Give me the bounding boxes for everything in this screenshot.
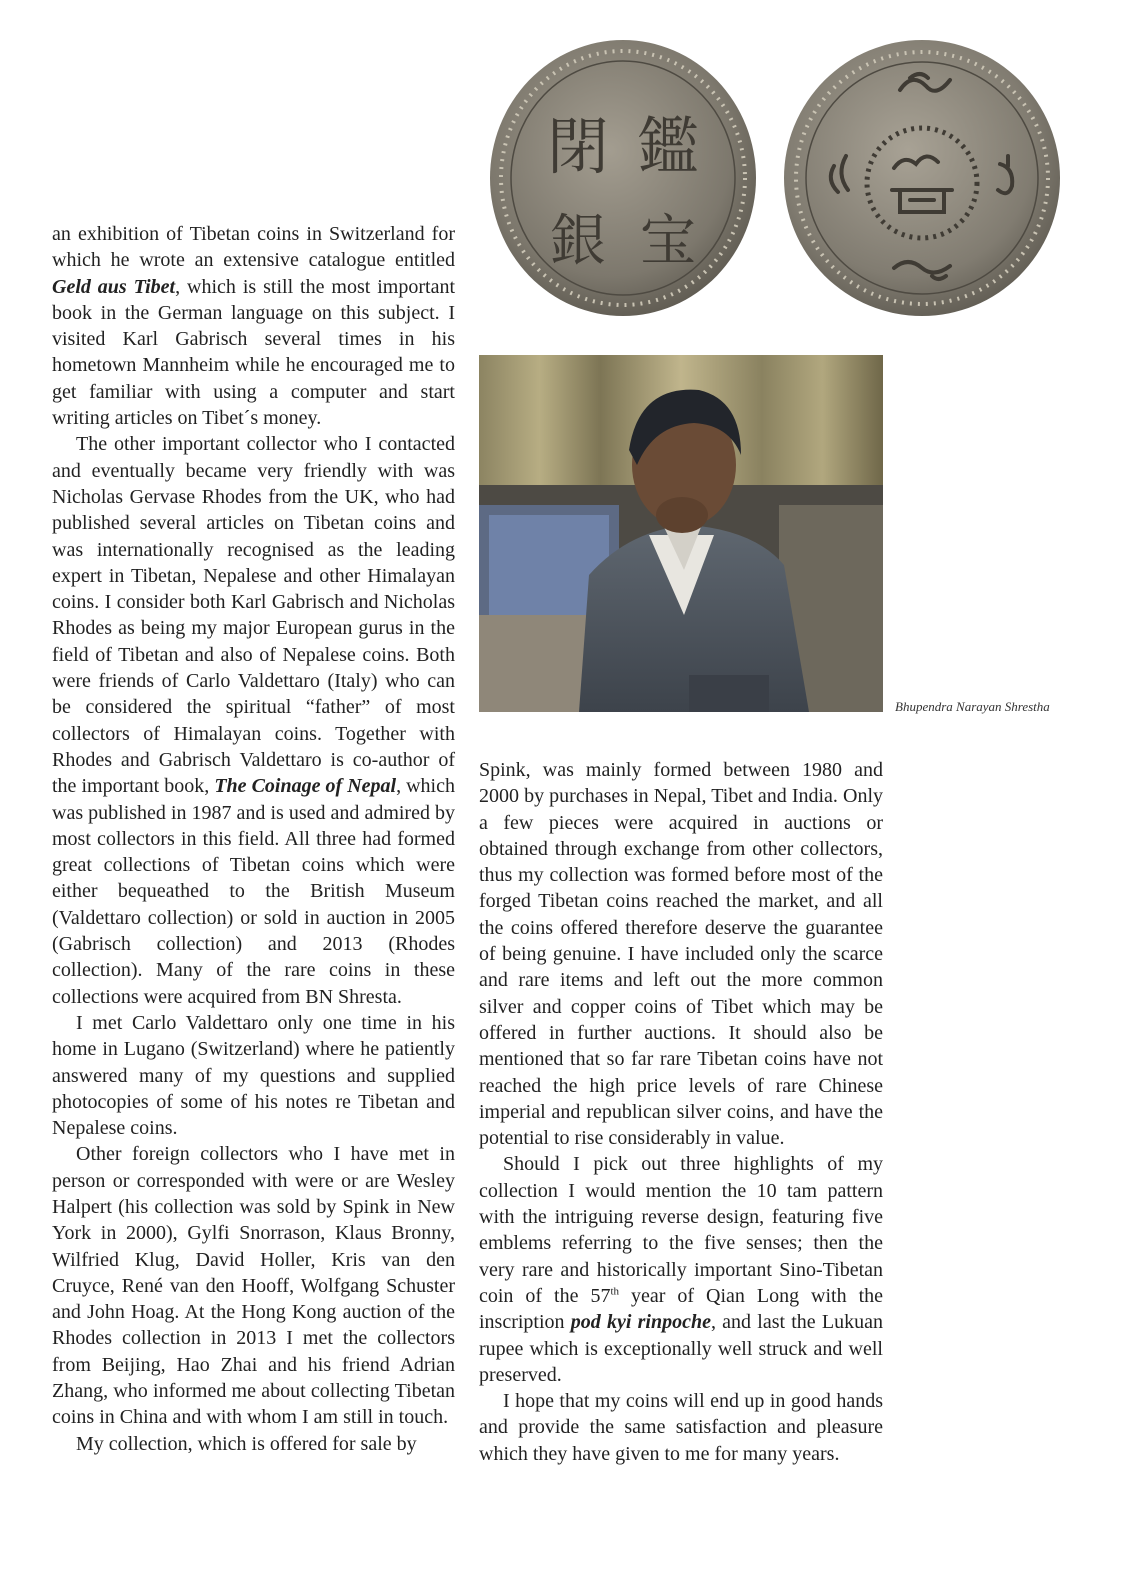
text-run: , and last the Lukuan rupee which is exceptionally well struck and well preserved.: [479, 1311, 883, 1386]
text-run: Should I pick out three highlights of my collection I would mention the 10 tam pattern with the intriguing reverse design, featuring five emblems referring to the five senses; then the very rare and historically important Sino-Tibetan coin of the 57: [479, 1153, 883, 1307]
coin-obverse-image: [488, 38, 758, 318]
text-run: an exhibition of Tibetan coins in Switzerland for which he wrote an extensive catalogue entitled: [52, 223, 455, 272]
inscription-title: pod kyi rinpoche: [570, 1311, 711, 1334]
coin-glyph: 銀: [550, 209, 606, 274]
coin-glyph: 宝: [640, 209, 696, 274]
book-title: Geld aus Tibet: [52, 275, 176, 298]
paragraph: My collection, which is offered for sale by: [76, 1432, 417, 1455]
paragraph: [479, 1151, 883, 1388]
paragraph: Other foreign collectors who I have met in person or corresponded with were or are Wesley Halpert (his collection was sold by Spink in New York in 2000), Gylfi Snorrason, Klaus Bronny, Wilfried Klug, David Holler, Kris van den Cruyce, René van den Hooff, Wolfgang Schuster and John Hoag. At the Hong Kong auction of the Rhodes collection in 2013 I met the collectors from Beijing, Hao Zhai and his friend Adrian Zhang, who informed me about collecting Tibetan coins in China and with whom I am still in touch.: [52, 1143, 455, 1429]
paragraph: I met Carlo Valdettaro only one time in his home in Lugano (Switzerland) where he patiently answered many of my questions and supplied photocopies of some of his notes re Tibetan and Nepalese coins.: [52, 1011, 455, 1140]
book-title: The Coinage of Nepal: [214, 775, 397, 798]
paragraph: [52, 431, 455, 1010]
left-text-column: [52, 221, 455, 1457]
paragraph: [52, 221, 455, 431]
superscript: th: [610, 1285, 620, 1298]
coin-glyph: 鑑: [636, 110, 700, 183]
portrait-photo: [479, 355, 883, 712]
right-text-column: [479, 757, 883, 1467]
paragraph: Spink, was mainly formed between 1980 and 2000 by purchases in Nepal, Tibet and India. Only a few pieces were acquired in auctions or obtained through exchange from other collectors, thus my collection was formed before most of the forged Tibetan coins reached the market, and all the coins offered therefore deserve the guarantee of being genuine. I have included only the scarce and rare items and left out the more common silver and copper coins of Tibet which may be offered in further auctions. It should also be mentioned that so far rare Tibetan coins have not reached the high price levels of rare Chinese imperial and republican silver coins, and have the potential to rise considerably in value.: [479, 759, 883, 1150]
text-run: , which is still the most important book in the German language on this subject. I visited Karl Gabrisch several times in his hometown Mannheim while he encouraged me to get familiar with using a computer and start writing articles on Tibet´s money.: [52, 275, 455, 430]
photo-caption: Bhupendra Narayan Shrestha: [895, 699, 1050, 714]
text-run: year of Qian Long with the inscription: [479, 1284, 883, 1334]
text-run: The other important collector who I contacted and eventually became very friendly with was Nicholas Gervase Rhodes from the UK, who had published several articles on Tibetan coins and was internationally recognised as the leading expert in Tibetan, Nepalese and other Himalayan coins. I consider both Karl Gabrisch and Nicholas Rhodes as being my major European gurus in the field of Tibetan and also of Nepalese coins. Both were friends of Carlo Valdettaro (Italy) who can be considered the spiritual “father” of most collectors of Himalayan coins. Together with Rhodes and Gabrisch Valdettaro is co-author of the important book,: [52, 433, 455, 798]
coin-reverse-image: [782, 38, 1062, 318]
text-run: , which was published in 1987 and is used and admired by most collectors in this field. All three had formed great collections of Tibetan coins which were either bequeathed to the British Museum (Valdettaro collection) or sold in auction in 2005 (Gabrisch collection) and 2013 (Rhodes collection). Many of the rare coins in these collections were acquired from BN Shresta.: [52, 775, 455, 1008]
coin-glyph: 閉: [546, 110, 610, 183]
paragraph: I hope that my coins will end up in good hands and provide the same satisfaction and pleasure which they have given to me for many years.: [479, 1390, 883, 1465]
